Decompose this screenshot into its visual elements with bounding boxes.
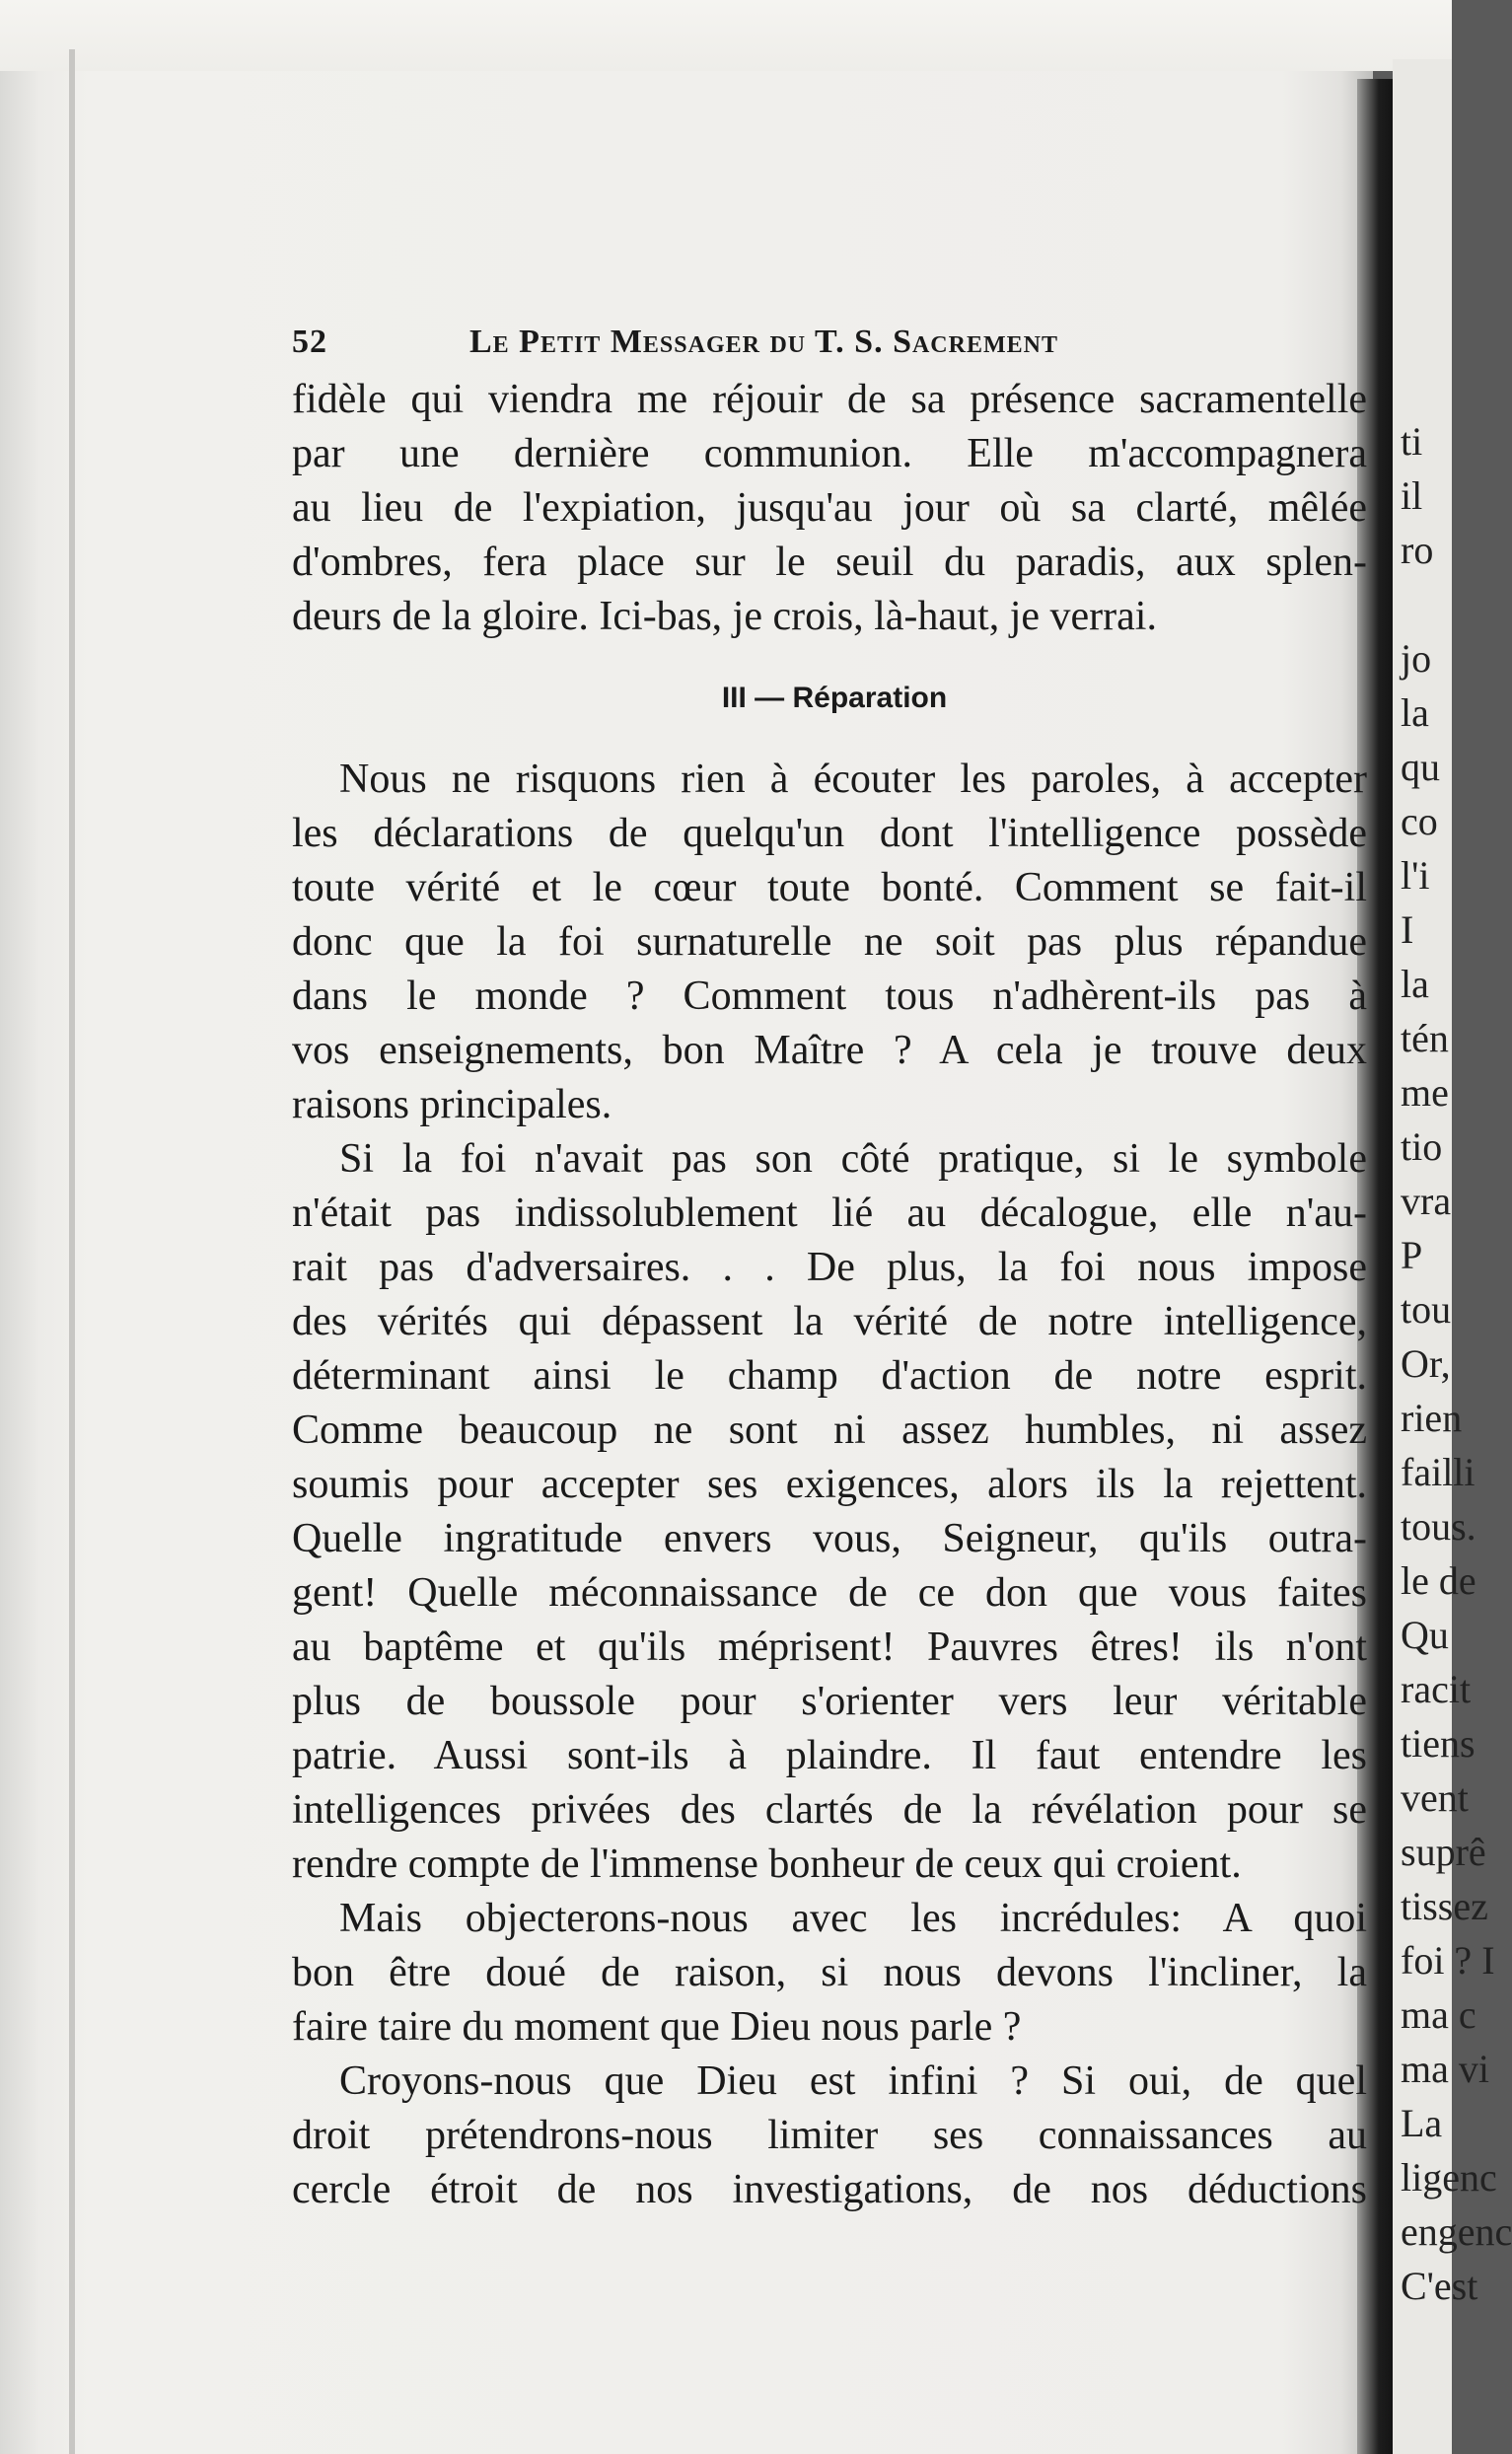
facing-page-fragment: qu [1401, 745, 1440, 789]
facing-page-fragment: tissez [1401, 1884, 1488, 1928]
paragraph [292, 753, 1367, 1132]
facing-page-fragment: co [1401, 799, 1438, 843]
facing-page-fragment: la [1401, 962, 1429, 1006]
text-line: Croyons-nous que Dieu est infini ? Si oui, de quel [339, 2058, 1367, 2104]
text-line: rendre compte de l'immense bonheur de ceux qui croient. [292, 1841, 1242, 1887]
body-text [292, 373, 1367, 2217]
text-line: plus de boussole pour s'orienter vers leur véritable [292, 1679, 1367, 1724]
paragraph [292, 373, 1367, 644]
facing-page-fragment: il [1401, 473, 1423, 518]
facing-page-fragment: le de [1401, 1558, 1476, 1603]
text-line: Comme beaucoup ne sont ni assez humbles, ni assez [292, 1407, 1367, 1453]
text-line: faire taire du moment que Dieu nous parle ? [292, 2004, 1022, 2050]
text-line: au lieu de l'expiation, jusqu'au jour où sa clarté, mêlée [292, 485, 1367, 531]
text-line: au baptême et qu'ils méprisent! Pauvres êtres! ils n'ont [292, 1624, 1367, 1670]
facing-page-fragment: ma vi [1401, 2047, 1489, 2091]
facing-page-fragment: failli [1401, 1450, 1476, 1494]
text-line: cercle étroit de nos investigations, de nos déductions [292, 2167, 1367, 2212]
page-number: 52 [292, 324, 327, 360]
facing-page-fragment: racit [1401, 1667, 1472, 1711]
text-line: rait pas d'adversaires. . . De plus, la foi nous impose [292, 1245, 1367, 1290]
facing-page-fragment: ti [1401, 419, 1423, 464]
paragraph [292, 1132, 1367, 1892]
text-line: déterminant ainsi le champ d'action de notre esprit. [292, 1353, 1367, 1399]
facing-page-fragment: La [1401, 2101, 1443, 2145]
text-line: par une dernière communion. Elle m'accompagnera [292, 431, 1367, 476]
text-line: Mais objecterons-nous avec les incrédules: A quoi [339, 1896, 1367, 1941]
text-line: Nous ne risquons rien à écouter les paroles, à accepter [339, 757, 1367, 802]
text-line: dans le monde ? Comment tous n'adhèrent-ils pas à [292, 974, 1367, 1019]
text-line: raisons principales. [292, 1082, 612, 1127]
facing-page-fragment: C'est [1401, 2264, 1478, 2308]
facing-page-fragment: l'i [1401, 853, 1430, 898]
page-top-margin [0, 0, 1452, 71]
facing-page-text [1401, 414, 1512, 2313]
text-line: deurs de la gloire. Ici-bas, je crois, là-haut, je verrai. [292, 594, 1157, 639]
text-line: gent! Quelle méconnaissance de ce don que vous faites [292, 1570, 1367, 1616]
facing-page-fragment: rien [1401, 1396, 1463, 1440]
facing-page-fragment: tiens [1401, 1721, 1476, 1766]
facing-page-fragment: tio [1401, 1124, 1443, 1169]
facing-page-fragment: vent [1401, 1775, 1469, 1820]
facing-page-fragment: ma c [1401, 1992, 1476, 2037]
facing-page-fragment: P [1401, 1233, 1423, 1277]
facing-page-fragment: ligenc [1401, 2155, 1497, 2200]
page-left-edge [69, 49, 75, 2454]
journal-title: Le Petit Messager du T. S. Sacrement [469, 324, 1058, 360]
text-line: fidèle qui viendra me réjouir de sa présence sacramentelle [292, 377, 1367, 422]
text-line: d'ombres, fera place sur le seuil du paradis, aux splen- [292, 540, 1367, 585]
text-line: toute vérité et le cœur toute bonté. Comment se fait-il [292, 865, 1367, 910]
facing-page-fragment: I [1401, 907, 1414, 952]
text-line: donc que la foi surnaturelle ne soit pas plus répandue [292, 919, 1367, 965]
text-line: bon être doué de raison, si nous devons l'incliner, la [292, 1950, 1367, 1995]
text-line: les déclarations de quelqu'un dont l'intelligence possède [292, 811, 1367, 856]
facing-page-fragment: vra [1401, 1179, 1452, 1223]
facing-page-fragment: la [1401, 690, 1429, 735]
facing-page-fragment: ro [1401, 528, 1434, 572]
section-heading: III — Réparation [721, 682, 948, 714]
running-head [292, 314, 1367, 373]
text-line: intelligences privées des clartés de la révélation pour se [292, 1787, 1367, 1833]
text-line: Si la foi n'avait pas son côté pratique, si le symbole [339, 1136, 1367, 1182]
facing-page-fragment: tén [1401, 1016, 1449, 1060]
text-line: patrie. Aussi sont-ils à plaindre. Il faut entendre les [292, 1733, 1367, 1778]
facing-page-fragment: foi ? I [1401, 1938, 1495, 1983]
text-line: Quelle ingratitude envers vous, Seigneur, qu'ils outra- [292, 1516, 1367, 1561]
paragraph [292, 2055, 1367, 2217]
facing-page-fragment: engenc [1401, 2209, 1512, 2254]
text-line: droit prétendrons-nous limiter ses connaissances au [292, 2113, 1367, 2158]
page-content [292, 314, 1367, 2217]
facing-page-fragment: me [1401, 1070, 1449, 1115]
text-line: n'était pas indissolublement lié au décalogue, elle n'au- [292, 1191, 1367, 1236]
facing-page-fragment [1401, 577, 1452, 631]
text-line: soumis pour accepter ses exigences, alors ils la rejettent. [292, 1462, 1367, 1507]
text-line: vos enseignements, bon Maître ? A cela je trouve deux [292, 1028, 1367, 1073]
facing-page-fragment: tous. [1401, 1504, 1476, 1549]
facing-page-fragment: jo [1401, 636, 1432, 681]
facing-page-fragment: tou [1401, 1287, 1452, 1332]
facing-page-fragment: suprê [1401, 1830, 1486, 1874]
facing-page-fragment: Qu [1401, 1613, 1449, 1657]
text-line: des vérités qui dépassent la vérité de notre intelligence, [292, 1299, 1367, 1344]
paragraph [292, 1892, 1367, 2055]
facing-page-fragment: Or, [1401, 1341, 1451, 1386]
